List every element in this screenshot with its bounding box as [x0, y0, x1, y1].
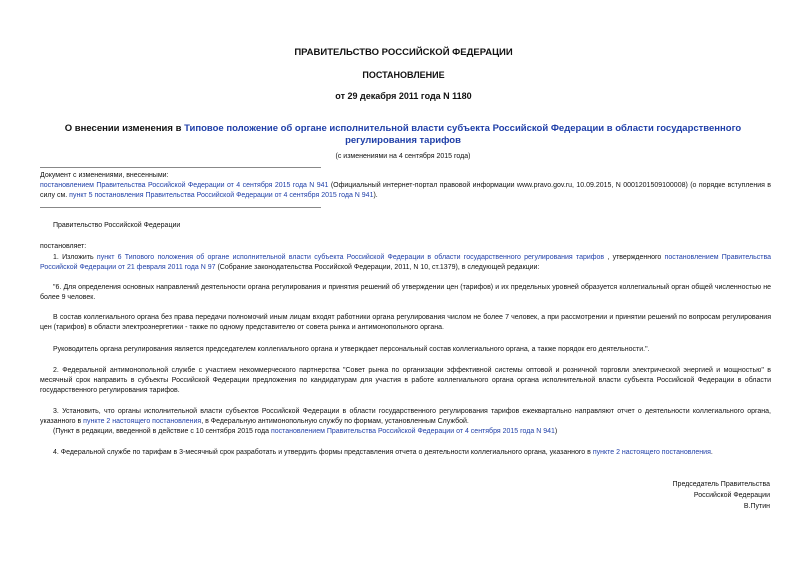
- changes-intro: Документ с изменениями, внесенными:: [40, 172, 169, 179]
- paragraph-1-text-c: (Собрание законодательства Российской Федерации, 2011, N 10, ст.1379), в следующей редакции:: [215, 264, 540, 271]
- document-type: ПОСТАНОВЛЕНИЕ: [362, 70, 445, 80]
- paragraph-4-link[interactable]: пункте 2 настоящего постановления: [592, 449, 711, 456]
- title-prefix: О внесении изменения в: [64, 123, 185, 134]
- paragraph-3-note: [40, 427, 771, 437]
- paragraph-4-text-b: .: [710, 449, 713, 456]
- signature-title: Председатель Правительства: [672, 481, 770, 488]
- paragraph-1-text-b: , утвержденного: [604, 254, 665, 261]
- paragraph-3: [40, 407, 771, 427]
- divider-top: [40, 167, 321, 168]
- paragraph-2: 2. Федеральной антимонопольной службе с участием некоммерческого партнерства "Совет рынка по организации эффективной системы оптовой и розничной торговли электрической энергией и мощностью" в месячный срок направить в субъекты Российской Федерации предложения по кандидатурам для участия в работе коллегиального органа органа исполнительной власти субъекта Российской Федерации в области государственного регулирования тарифов.: [40, 367, 771, 394]
- document-title: [40, 123, 766, 147]
- title-link[interactable]: Типовое положение об органе исполнительной власти субъекта Российской Федерации в области государственного регулирования тарифов: [184, 123, 742, 146]
- resolves: постановляет:: [40, 243, 87, 250]
- note-link[interactable]: постановлением Правительства Российской Федерации от 4 сентября 2015 года N 941: [270, 428, 555, 435]
- changes-details: [40, 181, 771, 201]
- paragraph-4: [40, 448, 771, 458]
- divider-bottom: [40, 207, 321, 208]
- paragraph-1-link-2[interactable]: постановлением Правительства Российской Федерации от 21 февраля 2011 года N 97: [40, 254, 771, 271]
- changes-text-2: ).: [373, 192, 378, 199]
- paragraph-3-link[interactable]: пункте 2 настоящего постановления: [83, 418, 202, 425]
- signature-country: Российской Федерации: [693, 492, 770, 499]
- paragraph-1-link-1[interactable]: пункт 6 Типового положения об органе исполнительной власти субъекта Российской Федерации в области государственного регулирования тарифов: [96, 254, 605, 261]
- note-end: ): [554, 428, 558, 435]
- document-date: от 29 декабря 2011 года N 1180: [335, 91, 472, 101]
- quote-paragraph-2: В состав коллегиального органа без права передачи полномочий иным лицам входят работники органа регулирования числом не более 7 человек, а при рассмотрении и принятии решений по вопросам регулирования цен (тарифов) в области электроэнергетики - также по одному представителю от совета рынка и антимонопольного органа.: [40, 314, 771, 331]
- changes-link-2[interactable]: пункт 5 постановления Правительства Российской Федерации от 4 сентября 2015 года N 941: [69, 192, 374, 199]
- changes-box: [40, 171, 771, 201]
- government-heading: ПРАВИТЕЛЬСТВО РОССИЙСКОЙ ФЕДЕРАЦИИ: [294, 47, 513, 58]
- quote-paragraph-3: Руководитель органа регулирования является председателем коллегиального органа и утверждает персональный состав коллегиального органа, а также порядок его деятельности.".: [53, 346, 650, 353]
- paragraph-1-text-a: 1. Изложить: [53, 254, 97, 261]
- signature-block: [673, 479, 770, 512]
- signature-name: В.Путин: [743, 503, 770, 510]
- paragraph-3-text-a: 3. Установить, что органы исполнительной власти субъектов Российской Федерации в области государственного регулирования тарифов ежеквартально направляют отчет о деятельности коллегиального органа, указанного в: [40, 408, 771, 425]
- changes-link-1[interactable]: постановлением Правительства Российской Федерации от 4 сентября 2015 года N 941: [40, 182, 329, 189]
- paragraph-4-text-a: 4. Федеральной службе по тарифам в 3-месячный срок разработать и утвердить формы представления отчета о деятельности коллегиального органа, указанного в: [53, 449, 593, 456]
- issuer: Правительство Российской Федерации: [53, 222, 181, 229]
- paragraph-3-text-b: , в Федеральную антимонопольную службу по формам, установленным Службой.: [201, 418, 469, 425]
- note-text: (Пункт в редакции, введенной в действие с 10 сентября 2015 года: [53, 428, 271, 435]
- quote-paragraph-1: "6. Для определения основных направлений деятельности органа регулирования и принятия решений об утверждении цен (тарифов) и их предельных уровней образуется коллегиальный орган общей численностью не более 9 человек.: [40, 284, 771, 301]
- changes-note: (с изменениями на 4 сентября 2015 года): [335, 153, 471, 160]
- changes-text-1: (Официальный интернет-портал правовой информации www.pravo.gov.ru, 10.09.2015, N 0001201509100008) (о порядке вступления в силу см.: [40, 182, 772, 199]
- paragraph-1: [40, 253, 771, 273]
